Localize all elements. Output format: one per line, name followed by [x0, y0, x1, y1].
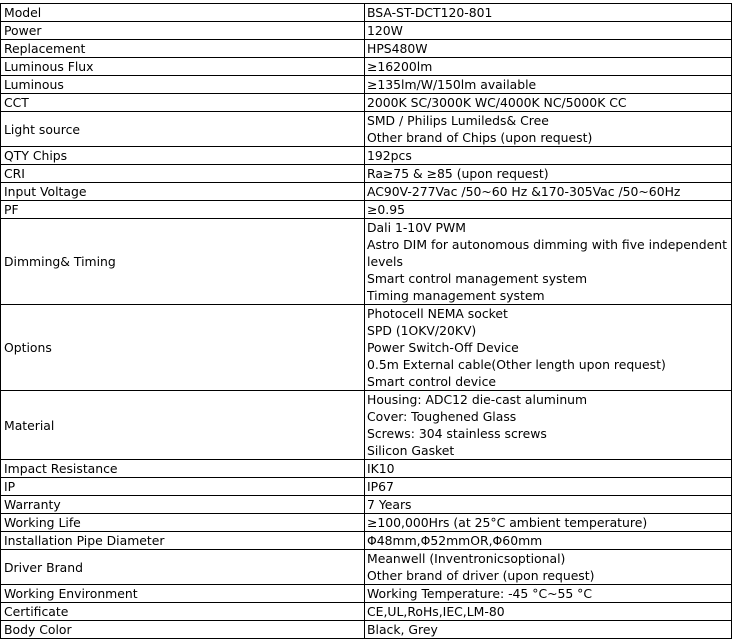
spec-value-line: Ra≥75 & ≥85 (upon request)	[367, 166, 549, 181]
spec-value	[365, 112, 732, 147]
table-row	[1, 22, 732, 40]
spec-label: PF	[1, 201, 365, 219]
spec-label: Replacement	[1, 40, 365, 58]
spec-label: Input Voltage	[1, 183, 365, 201]
spec-value	[365, 514, 732, 532]
spec-value	[365, 201, 732, 219]
spec-label: Warranty	[1, 496, 365, 514]
spec-value-line: Timing management system	[367, 288, 545, 303]
spec-label: Dimming& Timing	[1, 219, 365, 305]
spec-value	[365, 532, 732, 550]
spec-value	[365, 4, 732, 22]
spec-value	[365, 94, 732, 112]
spec-label: Power	[1, 22, 365, 40]
spec-value-line: Photocell NEMA socket	[367, 306, 508, 321]
spec-value	[365, 58, 732, 76]
spec-value-line: Cover: Toughened Glass	[367, 409, 517, 424]
spec-value-line: IK10	[367, 461, 395, 476]
spec-value-line: BSA-ST-DCT120-801	[367, 5, 493, 20]
spec-value-line: Smart control management system	[367, 271, 588, 286]
table-row	[1, 183, 732, 201]
table-row	[1, 621, 732, 639]
spec-label: Installation Pipe Diameter	[1, 532, 365, 550]
spec-label: QTY Chips	[1, 147, 365, 165]
spec-value-line: SMD / Philips Lumileds& Cree	[367, 113, 549, 128]
spec-value-line: Φ48mm,Φ52mmOR,Φ60mm	[367, 533, 543, 548]
spec-value	[365, 219, 732, 305]
spec-value-line: Black, Grey	[367, 622, 438, 637]
spec-label: IP	[1, 478, 365, 496]
spec-value-line: SPD (1OKV/20KV)	[367, 323, 477, 338]
spec-value-line: Power Switch-Off Device	[367, 340, 519, 355]
spec-label: Impact Resistance	[1, 460, 365, 478]
spec-value-line: Astro DIM for autonomous dimming with five independent levels	[367, 237, 727, 269]
table-row	[1, 603, 732, 621]
table-row	[1, 4, 732, 22]
spec-value-line: Dali 1-10V PWM	[367, 220, 466, 235]
spec-value-line: Other brand of driver (upon request)	[367, 568, 595, 583]
spec-label: CCT	[1, 94, 365, 112]
spec-value	[365, 585, 732, 603]
spec-label: Working Environment	[1, 585, 365, 603]
table-row	[1, 58, 732, 76]
spec-label: Driver Brand	[1, 550, 365, 585]
table-row	[1, 201, 732, 219]
table-row	[1, 165, 732, 183]
table-row	[1, 76, 732, 94]
spec-value-line: 192pcs	[367, 148, 412, 163]
spec-value-line: Working Temperature: -45 °C~55 °C	[367, 586, 593, 601]
table-row	[1, 514, 732, 532]
spec-label: Model	[1, 4, 365, 22]
spec-value	[365, 391, 732, 460]
spec-value	[365, 496, 732, 514]
spec-value-line: ≥16200lm	[367, 59, 433, 74]
table-row	[1, 460, 732, 478]
spec-label: Certificate	[1, 603, 365, 621]
spec-value	[365, 40, 732, 58]
spec-value	[365, 147, 732, 165]
spec-value	[365, 621, 732, 639]
spec-value	[365, 305, 732, 391]
spec-value-line: CE,UL,RoHs,IEC,LM-80	[367, 604, 505, 619]
spec-label: Options	[1, 305, 365, 391]
spec-value-line: Screws: 304 stainless screws	[367, 426, 547, 441]
table-row	[1, 478, 732, 496]
spec-value-line: ≥100,000Hrs (at 25°C ambient temperature)	[367, 515, 648, 530]
spec-value-line: HPS480W	[367, 41, 428, 56]
spec-value-line: Other brand of Chips (upon request)	[367, 130, 593, 145]
table-row	[1, 532, 732, 550]
table-row	[1, 147, 732, 165]
spec-label: Material	[1, 391, 365, 460]
spec-label: Light source	[1, 112, 365, 147]
spec-value	[365, 183, 732, 201]
spec-value	[365, 460, 732, 478]
spec-value-line: Meanwell (Inventronicsoptional)	[367, 551, 566, 566]
table-row	[1, 391, 732, 460]
spec-label: Luminous Flux	[1, 58, 365, 76]
table-row	[1, 496, 732, 514]
spec-value-line: Smart control device	[367, 374, 497, 389]
table-row	[1, 112, 732, 147]
spec-value	[365, 165, 732, 183]
table-row	[1, 585, 732, 603]
spec-value	[365, 76, 732, 94]
spec-value-line: 0.5m External cable(Other length upon request)	[367, 357, 666, 372]
spec-label: Body Color	[1, 621, 365, 639]
table-row	[1, 94, 732, 112]
spec-label: CRI	[1, 165, 365, 183]
spec-value	[365, 478, 732, 496]
spec-value	[365, 550, 732, 585]
spec-value-line: Housing: ADC12 die-cast aluminum	[367, 392, 588, 407]
spec-label: Luminous	[1, 76, 365, 94]
spec-label: Working Life	[1, 514, 365, 532]
spec-value	[365, 22, 732, 40]
spec-value-line: ≥135lm/W/150lm available	[367, 77, 537, 92]
table-row	[1, 305, 732, 391]
spec-value-line: Silicon Gasket	[367, 443, 455, 458]
spec-value-line: AC90V-277Vac /50~60 Hz &170-305Vac /50~60Hz	[367, 184, 681, 199]
spec-value-line: 120W	[367, 23, 403, 38]
table-row	[1, 219, 732, 305]
spec-value-line: 7 Years	[367, 497, 412, 512]
table-row	[1, 550, 732, 585]
spec-value-line: IP67	[367, 479, 394, 494]
spec-value	[365, 603, 732, 621]
spec-table	[0, 3, 732, 639]
spec-value-line: 2000K SC/3000K WC/4000K NC/5000K CC	[367, 95, 627, 110]
spec-value-line: ≥0.95	[367, 202, 405, 217]
spec-table-body	[1, 4, 732, 639]
table-row	[1, 40, 732, 58]
